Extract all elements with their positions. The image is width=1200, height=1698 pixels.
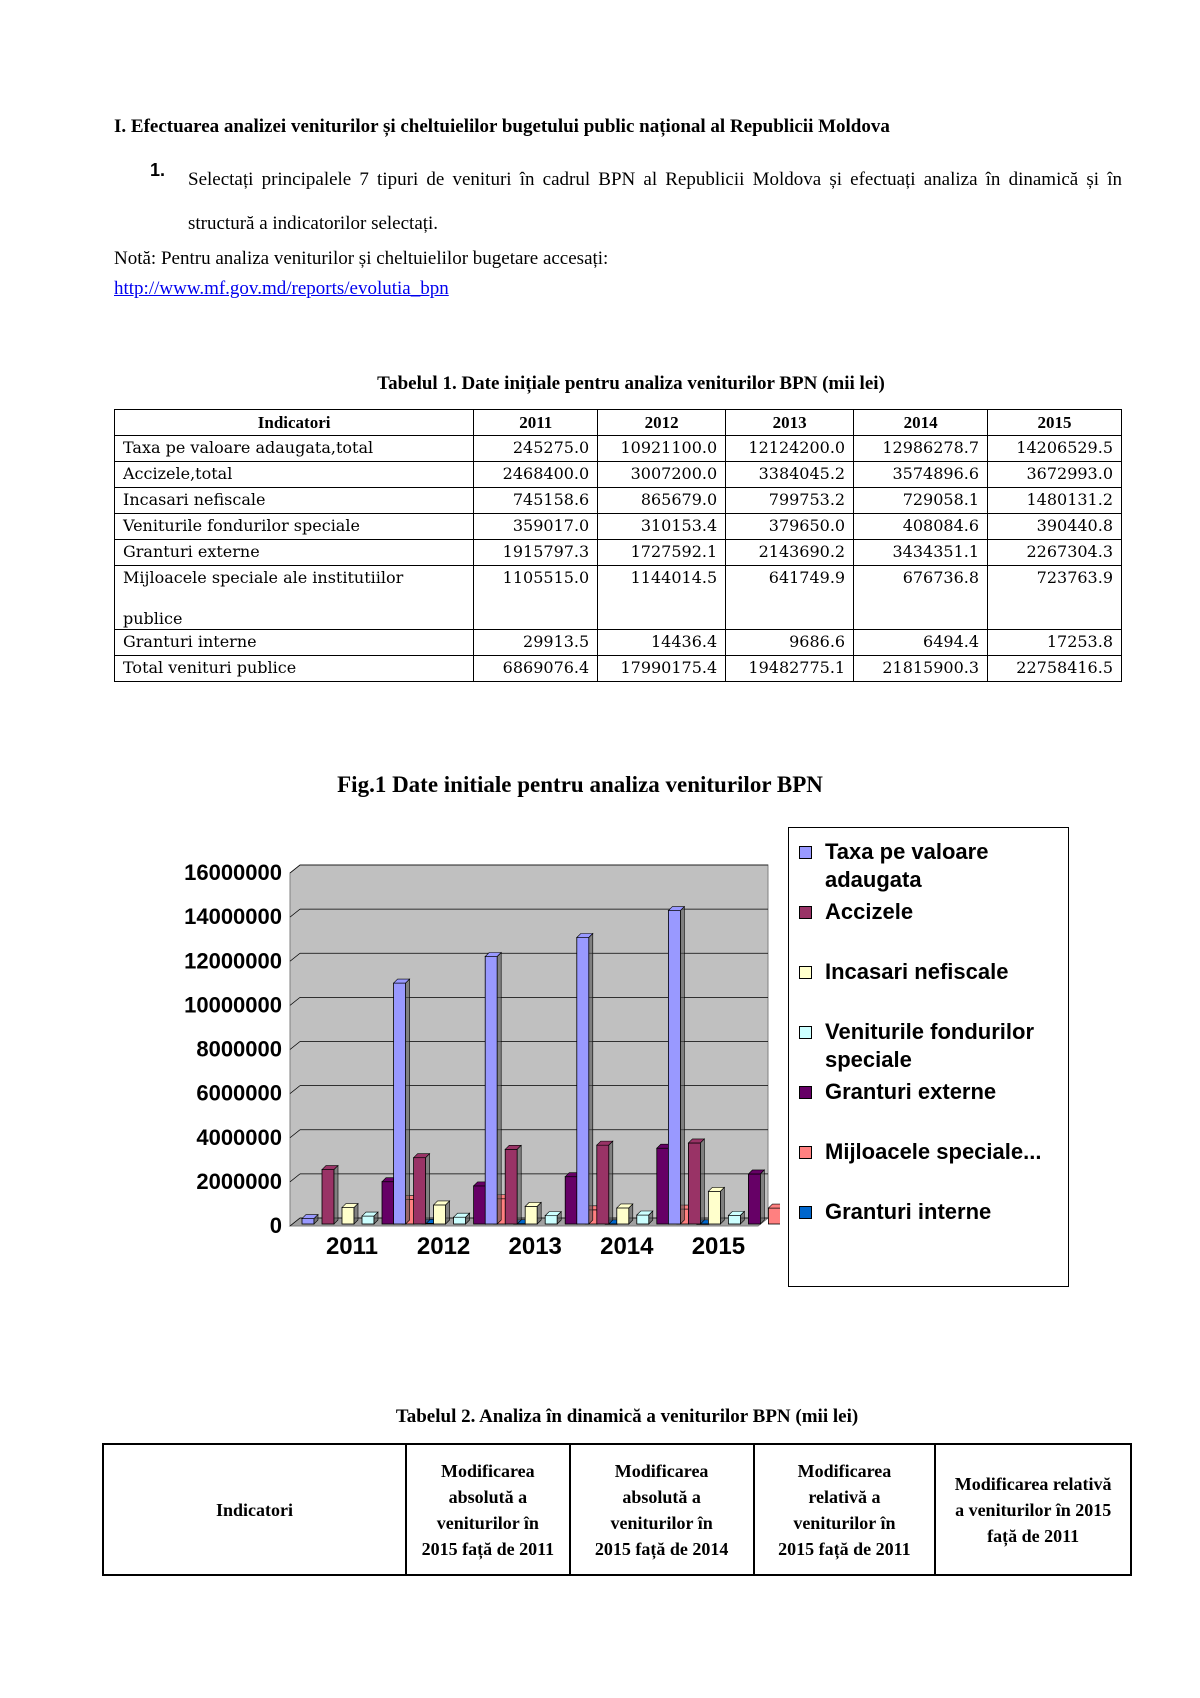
table1-cell: 22758416.5 [988,656,1122,682]
bar [577,937,589,1224]
table1-row-label: Incasari nefiscale [115,488,474,514]
note-link[interactable]: http://www.mf.gov.md/reports/evolutia_bpn [114,278,449,299]
chart-legend [788,827,1069,1287]
table1-cell: 729058.1 [854,488,988,514]
bar [302,1219,314,1224]
table2-header-row [103,1444,1131,1575]
table1-row-label-line: Mijloacele speciale ale institutiilor [123,568,404,587]
table1-cell: 641749.9 [726,566,854,630]
table1-cell: 379650.0 [726,514,854,540]
table1-row-label: Granturi externe [115,540,474,566]
bar [668,911,680,1224]
table1-header: 2011 [474,410,598,436]
table1-cell: 3574896.6 [854,462,988,488]
table1-row-label: Total venituri publice [115,656,474,682]
y-tick-label: 6000000 [196,1080,282,1106]
table1-row [115,514,1122,540]
bar-side [446,1201,450,1224]
table1-cell: 17253.8 [988,630,1122,656]
table1-cell: 359017.0 [474,514,598,540]
table1-header: 2013 [726,410,854,436]
bar-side [354,1204,358,1224]
figure-title: Fig.1 Date initiale pentru analiza veniturilor BPN [337,772,823,797]
bar-side [406,979,410,1224]
legend-swatch [799,1146,812,1159]
bar [545,1216,557,1224]
legend-label: Accizele [825,899,914,924]
table1-row-label-line: publice [123,609,183,628]
table1-cell: 14436.4 [598,630,726,656]
bar [485,957,497,1224]
table1-cell: 9686.6 [726,630,854,656]
table1-header: Indicatori [115,410,474,436]
table1 [114,409,1122,682]
table2 [102,1443,1132,1576]
table1-cell: 21815900.3 [854,656,988,682]
table1-cell: 310153.4 [598,514,726,540]
legend-label: Incasari nefiscale [825,959,1009,984]
legend-label: Mijloacele speciale... [825,1139,1042,1164]
table1-cell: 676736.8 [854,566,988,630]
bar [382,1182,394,1224]
bar [688,1143,700,1224]
table1-cell: 3007200.0 [598,462,726,488]
legend-swatch [799,1206,812,1219]
table1-row-label: Granturi interne [115,630,474,656]
table1-cell: 745158.6 [474,488,598,514]
table1-row-label: Taxa pe valoare adaugata,total [115,436,474,462]
table1-cell: 6869076.4 [474,656,598,682]
table1-cell: 1105515.0 [474,566,598,630]
table1-header: 2014 [854,410,988,436]
bar-side [629,1204,633,1224]
legend-label: Veniturile fondurilor speciale [825,1019,1035,1072]
bar [768,1208,780,1224]
table1-cell: 12986278.7 [854,436,988,462]
bar [637,1215,649,1224]
table1-row [115,656,1122,682]
bar [597,1145,609,1224]
x-tick-label: 2015 [691,1233,746,1260]
table1-cell: 723763.9 [988,566,1122,630]
y-tick-label: 12000000 [184,948,282,974]
table1-cell: 1915797.3 [474,540,598,566]
bar [565,1177,577,1224]
legend-swatch [799,906,812,919]
bar [728,1215,740,1224]
table1-cell: 29913.5 [474,630,598,656]
legend-label: Granturi interne [825,1199,992,1224]
bar [525,1206,537,1224]
y-tick-label: 2000000 [196,1168,282,1194]
y-tick-label: 10000000 [184,992,282,1018]
x-tick-label: 2013 [508,1233,562,1260]
table1-row-label [115,566,474,630]
table1-header: 2012 [598,410,726,436]
table1-row [115,436,1122,462]
table2-caption: Tabelul 2. Analiza în dinamică a veniturilor BPN (mii lei) [395,1406,859,1427]
legend-swatch [799,966,812,979]
note-text: Notă: Pentru analiza veniturilor și cheltuielilor bugetare accesați: [114,248,609,269]
table1-cell: 1480131.2 [988,488,1122,514]
table1-cell: 1727592.1 [598,540,726,566]
table1-cell: 3672993.0 [988,462,1122,488]
bar [748,1174,760,1224]
legend-label: Taxa pe valoare adaugata [825,839,989,892]
table1-row [115,462,1122,488]
table1-cell: 2267304.3 [988,540,1122,566]
table1-cell: 19482775.1 [726,656,854,682]
task-text: Selectați principalele 7 tipuri de venituri în cadrul BPN al Republicii Moldova și efectuați analiza în dinamică și în structură a indicatorilor selectați. [188,169,1122,234]
table1-cell: 865679.0 [598,488,726,514]
bar [617,1208,629,1224]
table1-row [115,540,1122,566]
legend-swatch [799,846,812,859]
x-tick-label: 2011 [325,1233,379,1260]
bar-side [426,1154,430,1224]
table1-cell: 3384045.2 [726,462,854,488]
bar-side [589,933,593,1224]
bar [394,983,406,1224]
bar-side [700,1139,704,1224]
x-tick-label: 2012 [416,1233,471,1260]
table1-row [115,566,1122,630]
bar-side [609,1141,613,1224]
bar-side [537,1202,541,1224]
bar [474,1186,486,1224]
table1-cell: 10921100.0 [598,436,726,462]
legend-label: Granturi externe [825,1079,997,1104]
bar [414,1158,426,1224]
table2-header: Modificarea relativă a veniturilor în 2015 față de 2011 [935,1444,1131,1575]
legend-swatch [799,1026,812,1039]
bar-top [768,1204,780,1208]
table1-caption: Tabelul 1. Date inițiale pentru analiza veniturilor BPN (mii lei) [377,373,885,394]
table1-header: 2015 [988,410,1122,436]
table1-cell: 17990175.4 [598,656,726,682]
x-tick-label: 2014 [600,1233,654,1260]
table1-row [115,630,1122,656]
table1-cell: 245275.0 [474,436,598,462]
table1-cell: 799753.2 [726,488,854,514]
y-tick-label: 16000000 [184,860,282,885]
table1-row [115,488,1122,514]
y-tick-label: 0 [269,1213,282,1238]
table1-row-label: Veniturile fondurilor speciale [115,514,474,540]
bar [362,1216,374,1224]
task-number: 1. [150,160,166,180]
table1-cell: 3434351.1 [854,540,988,566]
table1-cell: 14206529.5 [988,436,1122,462]
table1-cell: 12124200.0 [726,436,854,462]
bar [505,1149,517,1224]
table1-row-label: Accizele,total [115,462,474,488]
table1-header-row [115,410,1122,436]
table1-cell: 408084.6 [854,514,988,540]
bar-side [680,907,684,1224]
bar [708,1191,720,1224]
legend-swatch [799,1086,812,1099]
bar [322,1170,334,1224]
table2-header: Modificarea relativă a veniturilor în 2015 față de 2011 [754,1444,936,1575]
table1-cell: 1144014.5 [598,566,726,630]
bar-side [760,1170,764,1224]
y-tick-label: 4000000 [196,1124,282,1150]
bar-side [334,1166,338,1224]
bar [434,1205,446,1224]
table2-header: Modificarea absolută a veniturilor în 2015 față de 2014 [570,1444,754,1575]
bar [657,1148,669,1224]
bar [454,1217,466,1224]
y-tick-label: 14000000 [184,904,282,930]
table1-cell: 2143690.2 [726,540,854,566]
note [114,244,608,304]
table1-cell: 2468400.0 [474,462,598,488]
bar [342,1208,354,1224]
bar-chart [160,820,780,1260]
section-heading: I. Efectuarea analizei veniturilor și cheltuielilor bugetului public național al Republicii Moldova [114,116,890,137]
table1-cell: 390440.8 [988,514,1122,540]
table2-header: Indicatori [103,1444,406,1575]
bar-side [517,1145,521,1224]
table2-header: Modificarea absolută a veniturilor în 2015 față de 2011 [406,1444,570,1575]
table1-cell: 6494.4 [854,630,988,656]
bar-side [720,1187,724,1224]
bar-side [497,953,501,1224]
y-tick-label: 8000000 [196,1036,282,1062]
